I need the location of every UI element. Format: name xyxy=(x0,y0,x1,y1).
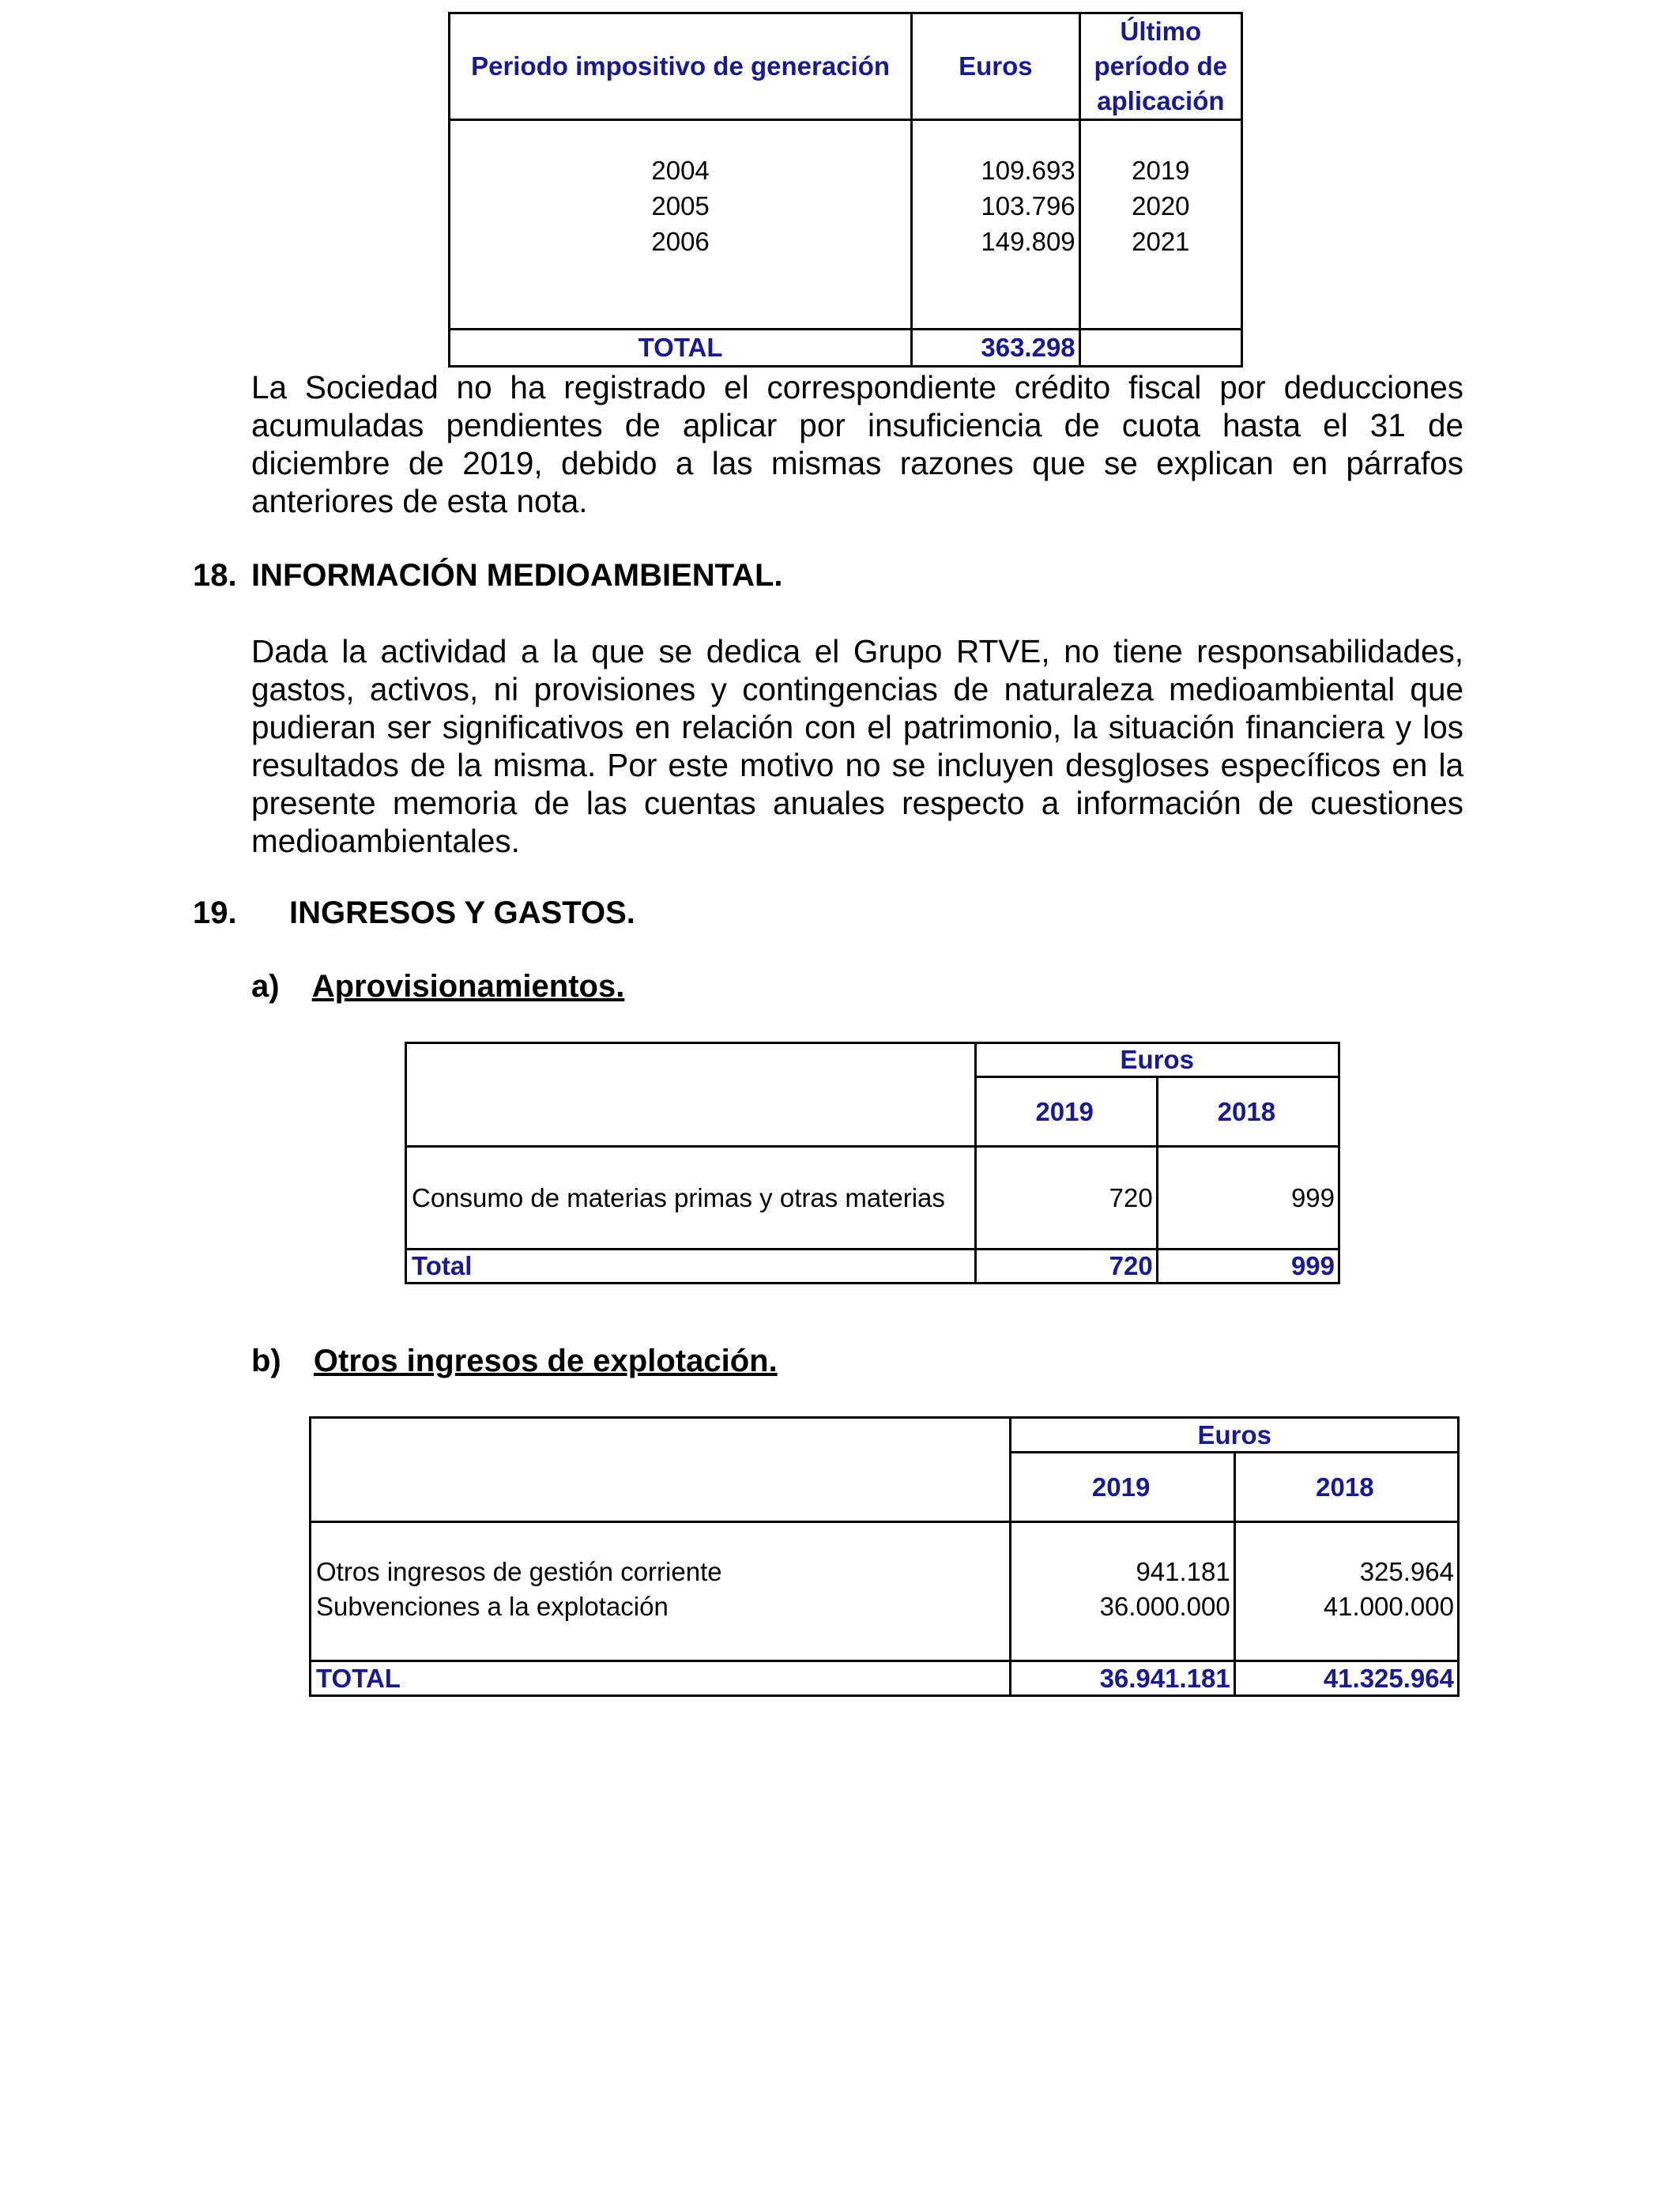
operating-income-table xyxy=(309,1416,1460,1697)
last-period-cell: 2021 xyxy=(1132,227,1190,256)
total-value: 363.298 xyxy=(912,330,1080,367)
income-total-2018: 41.325.964 xyxy=(1234,1661,1458,1696)
euros-cell: 109.693 xyxy=(981,156,1075,185)
supplies-row-2018: 999 xyxy=(1157,1147,1339,1250)
section-18-title: INFORMACIÓN MEDIOAMBIENTAL. xyxy=(251,558,783,593)
income-value-2019: 36.000.000 xyxy=(1099,1592,1230,1621)
last-period-column xyxy=(1079,120,1241,330)
subsection-a-heading xyxy=(251,969,624,1005)
income-value-2019: 941.181 xyxy=(1136,1557,1230,1586)
income-labels xyxy=(311,1522,1011,1661)
supplies-total-label: Total xyxy=(406,1250,976,1284)
header-euros: Euros xyxy=(912,13,1080,120)
supplies-header-row xyxy=(406,1043,1339,1077)
deductions-paragraph: La Sociedad no ha registrado el correspondiente crédito fiscal por deducciones acumuladas pendientes de aplicar por insuficiencia de cuota hasta el 31 de diciembre de 2019, debido a las mismas razones que se explican en párrafos anteriores de esta nota. xyxy=(251,369,1463,519)
supplies-row-2019: 720 xyxy=(975,1147,1157,1250)
section-19-number: 19. xyxy=(193,895,237,930)
subsection-a-letter: a) xyxy=(251,969,280,1004)
euros-column xyxy=(912,120,1080,330)
table-row xyxy=(406,1147,1339,1250)
total-empty-cell xyxy=(1079,330,1241,367)
income-value-2018: 41.000.000 xyxy=(1323,1592,1454,1621)
supplies-year-2018: 2018 xyxy=(1157,1077,1339,1147)
supplies-currency: Euros xyxy=(975,1043,1339,1077)
deductions-total-row xyxy=(450,330,1242,367)
list-item: Subvenciones a la explotación xyxy=(316,1592,669,1621)
last-period-cell: 2020 xyxy=(1132,191,1190,221)
section-18-paragraph: Dada la actividad a la que se dedica el Grupo RTVE, no tiene responsabilidades, gastos, activos, ni provisiones y contingencias de naturaleza medioambiental que pudieran ser significativos en relación con el patrimonio, la situación financiera y los resultados de la misma. Por este motivo no se incluyen desgloses específicos en la presente memoria de las cuentas anuales respecto a información de cuestiones medioambientales. xyxy=(251,633,1463,859)
income-value-2018: 325.964 xyxy=(1359,1557,1454,1586)
income-year-2018: 2018 xyxy=(1234,1453,1458,1522)
period-cell: 2004 xyxy=(651,156,710,185)
supplies-total-row xyxy=(406,1250,1339,1284)
income-total-row xyxy=(311,1661,1459,1696)
income-2019-values xyxy=(1011,1522,1234,1661)
deductions-table xyxy=(448,12,1243,368)
header-period: Periodo impositivo de generación xyxy=(450,13,912,120)
supplies-row-label: Consumo de materias primas y otras materias xyxy=(406,1147,976,1250)
last-period-cell: 2019 xyxy=(1132,156,1190,185)
income-2018-values xyxy=(1234,1522,1458,1661)
income-body xyxy=(311,1522,1459,1661)
income-year-2019: 2019 xyxy=(1011,1453,1234,1522)
period-cell: 2005 xyxy=(651,191,710,221)
euros-cell: 149.809 xyxy=(981,227,1075,256)
subsection-b-title: Otros ingresos de explotación. xyxy=(313,1344,778,1378)
income-total-label: TOTAL xyxy=(311,1661,1011,1696)
header-last-period: Último período de aplicación xyxy=(1079,13,1241,120)
subsection-b-heading xyxy=(251,1344,778,1379)
list-item: Otros ingresos de gestión corriente xyxy=(316,1557,722,1586)
income-header-row xyxy=(311,1418,1459,1453)
deductions-table-header xyxy=(450,13,1242,120)
supplies-header-blank xyxy=(406,1043,976,1147)
euros-cell: 103.796 xyxy=(981,191,1075,221)
income-currency: Euros xyxy=(1011,1418,1459,1453)
section-18-number: 18. xyxy=(193,558,237,593)
period-column xyxy=(450,120,912,330)
income-header-blank xyxy=(311,1418,1011,1522)
deductions-table-body xyxy=(450,120,1242,330)
supplies-total-2019: 720 xyxy=(975,1250,1157,1284)
supplies-year-2019: 2019 xyxy=(975,1077,1157,1147)
supplies-table xyxy=(405,1042,1340,1284)
total-label: TOTAL xyxy=(450,330,912,367)
subsection-a-title: Aprovisionamientos. xyxy=(311,969,625,1004)
supplies-total-2018: 999 xyxy=(1157,1250,1339,1284)
section-19-title: INGRESOS Y GASTOS. xyxy=(289,895,635,930)
subsection-b-letter: b) xyxy=(251,1344,281,1378)
income-total-2019: 36.941.181 xyxy=(1011,1661,1234,1696)
period-cell: 2006 xyxy=(651,227,710,256)
